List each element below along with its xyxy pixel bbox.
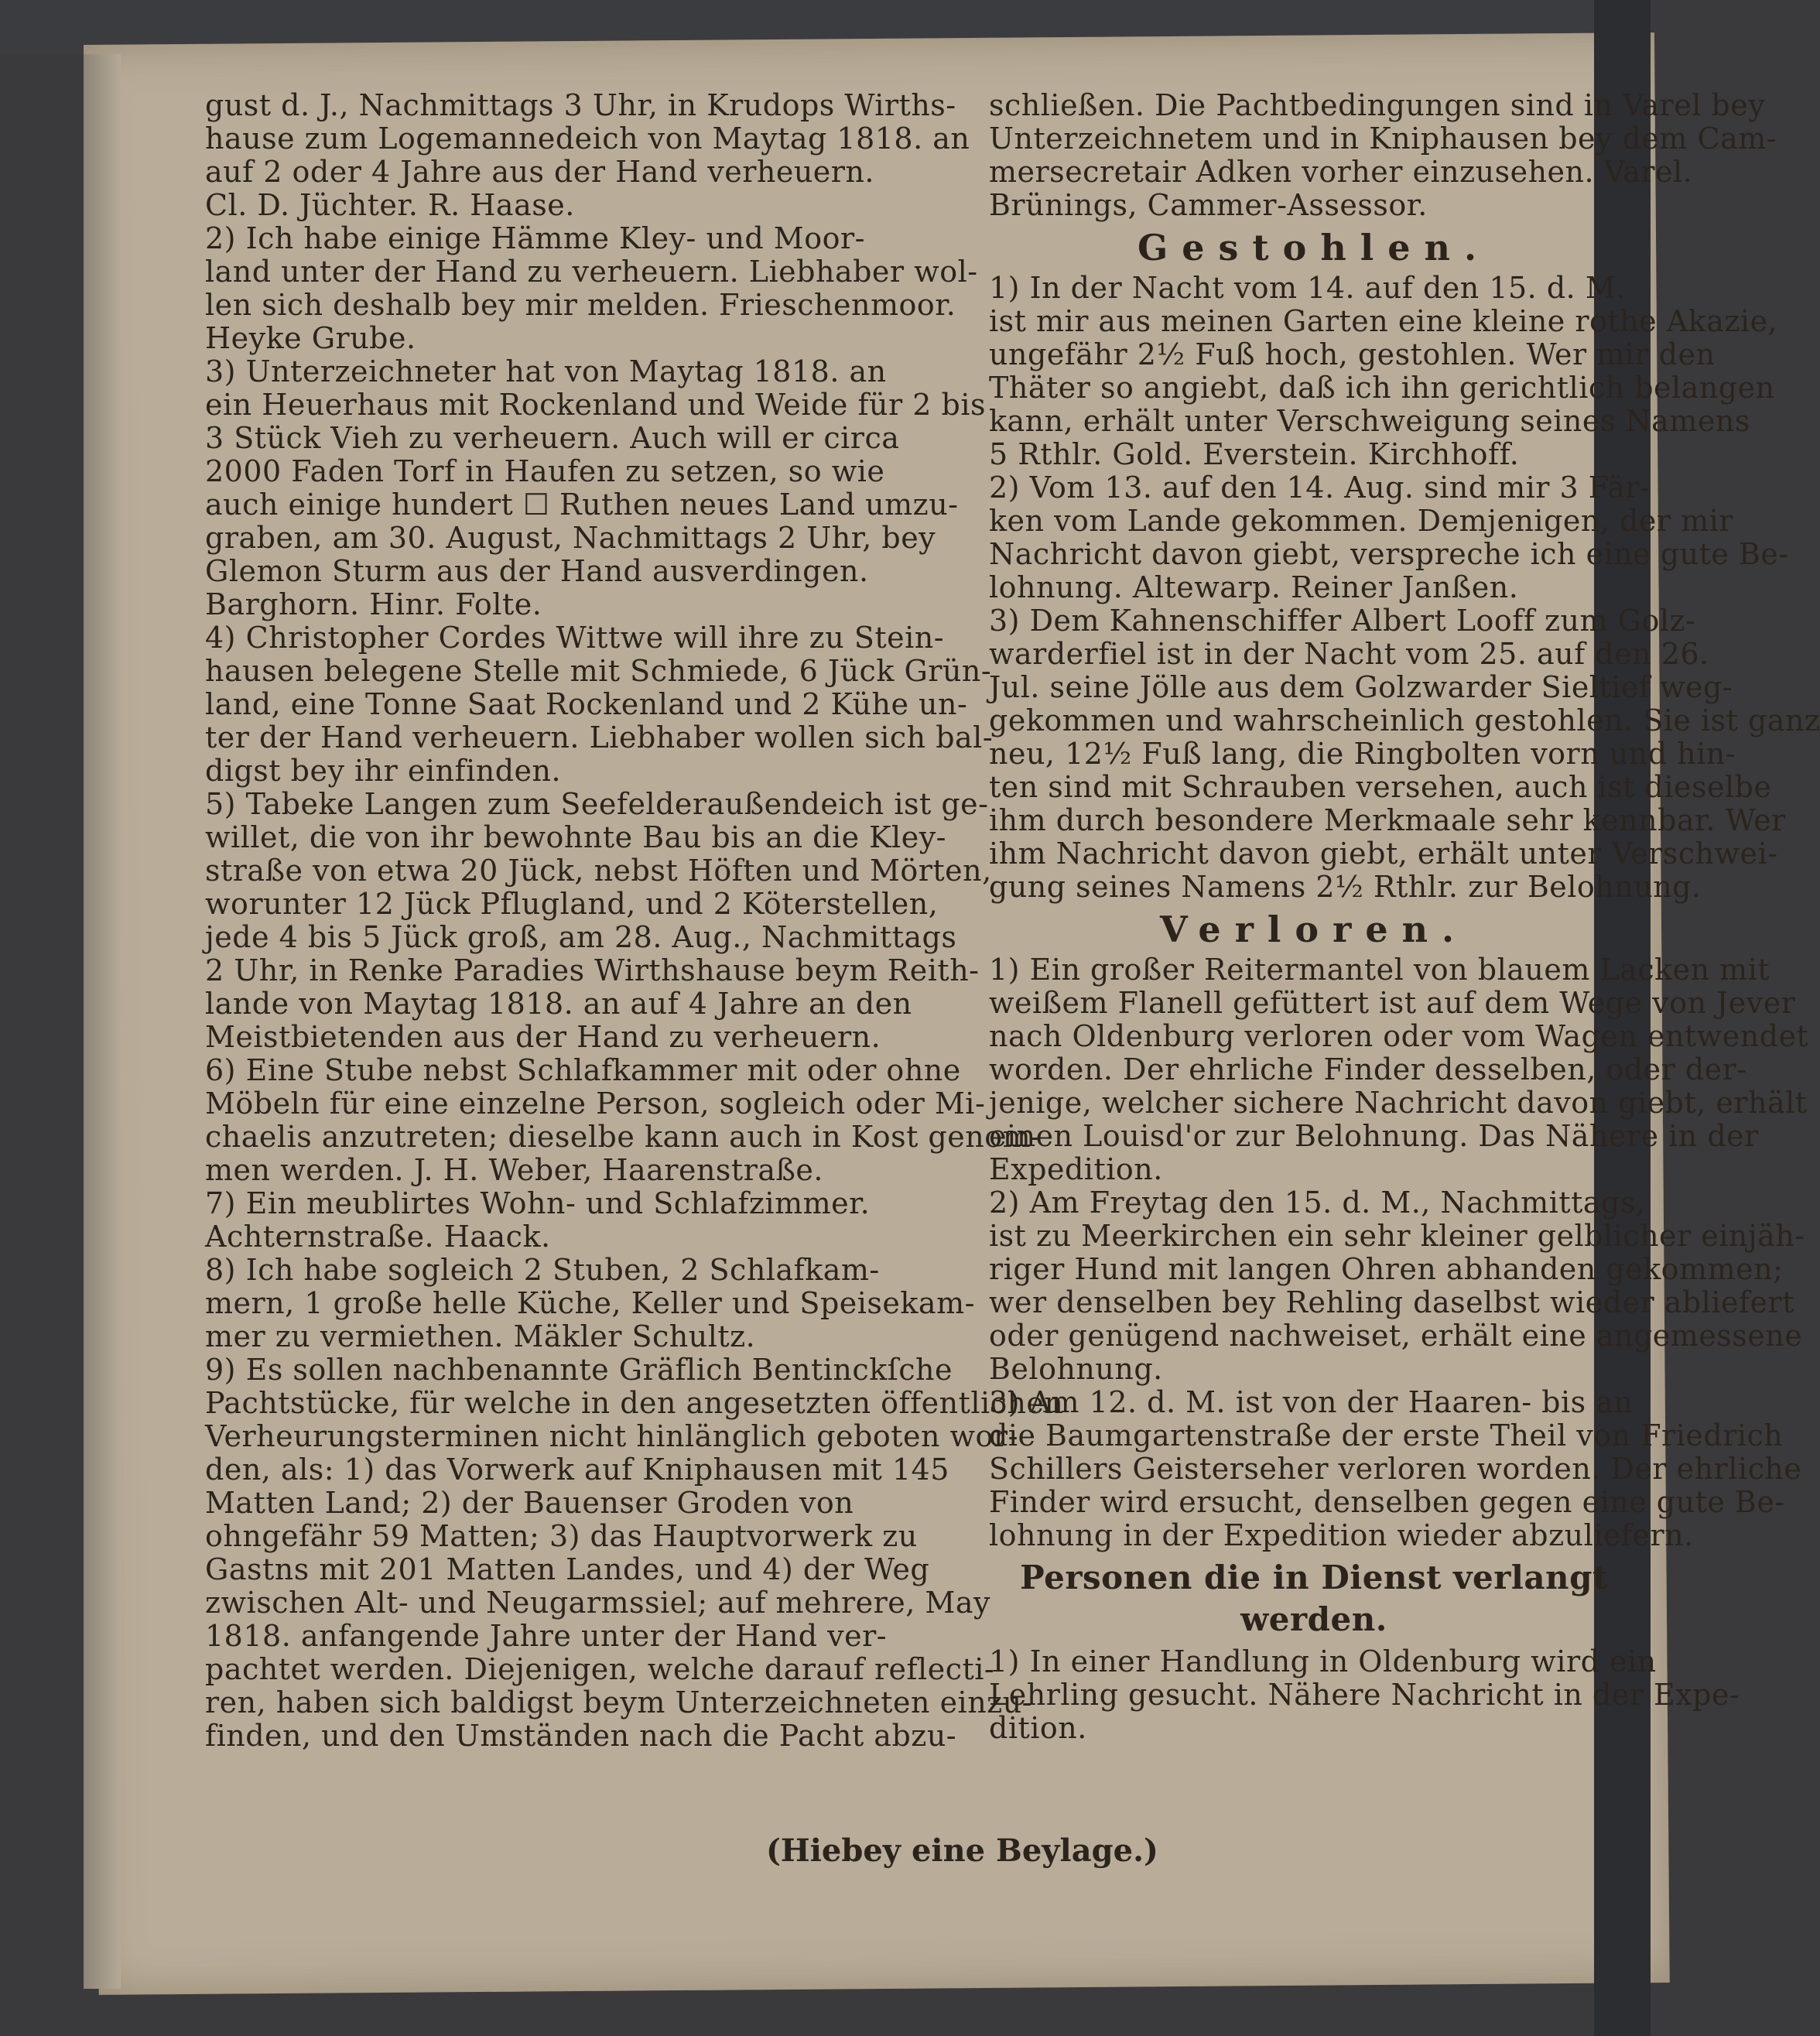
text-line: 8) Ich habe sogleich 2 Stuben, 2 Schlafkam- xyxy=(205,1253,880,1287)
text-line: Verheurungsterminen nicht hinlänglich geboten wor- xyxy=(205,1419,1018,1453)
text-line: Achternstraße. Haack. xyxy=(205,1220,551,1254)
text-line: Heyke Grube. xyxy=(205,321,416,355)
text-line: Nachricht davon giebt, verspreche ich eine gute Be- xyxy=(989,537,1789,571)
text-line: ohngefähr 59 Matten; 3) das Hauptvorwerk zu xyxy=(205,1519,918,1553)
text-line: einen Louisd'or zur Belohnung. Das Nähere in der xyxy=(989,1119,1759,1153)
text-line: finden, und den Umständen nach die Pacht abzu- xyxy=(205,1719,957,1753)
text-line: Barghorn. Hinr. Folte. xyxy=(205,587,542,621)
text-line: 3) Unterzeichneter hat von Maytag 1818. an xyxy=(205,354,887,388)
right-column xyxy=(989,88,1820,1745)
text-line: ren, haben sich baldigst beym Unterzeichneten einzu- xyxy=(205,1685,1033,1719)
text-line: lohnung in der Expedition wieder abzuliefern. xyxy=(989,1518,1694,1552)
text-line: 2) Vom 13. auf den 14. Aug. sind mir 3 Fär- xyxy=(989,471,1651,505)
text-line: Brünings, Cammer-Assessor. xyxy=(989,188,1428,222)
text-line: 3) Am 12. d. M. ist von der Haaren- bis an xyxy=(989,1385,1634,1419)
text-line: chaelis anzutreten; dieselbe kann auch in Kost genom- xyxy=(205,1120,1042,1154)
text-line: auf 2 oder 4 Jahre aus der Hand verheuern. xyxy=(205,155,875,189)
text-line: Jul. seine Jölle aus dem Golzwarder Sieltief weg- xyxy=(989,670,1733,704)
text-line: 2000 Faden Torf in Haufen zu setzen, so wie xyxy=(205,454,885,488)
text-line: ten sind mit Schrauben versehen, auch ist dieselbe xyxy=(989,770,1772,804)
text-line: mern, 1 große helle Küche, Keller und Speisekam- xyxy=(205,1286,975,1320)
text-line: warderfiel ist in der Nacht vom 25. auf den 26. xyxy=(989,637,1709,671)
text-line: Expedition. xyxy=(989,1152,1163,1186)
text-line: ter der Hand verheuern. Liebhaber wollen sich bal- xyxy=(205,720,994,755)
text-line: neu, 12½ Fuß lang, die Ringbolten vorn und hin- xyxy=(989,737,1736,771)
text-line: Finder wird ersucht, denselben gegen eine gute Be- xyxy=(989,1485,1785,1519)
text-line: straße von etwa 20 Jück, nebst Höften und Mörten, xyxy=(205,854,992,888)
text-line: jede 4 bis 5 Jück groß, am 28. Aug., Nachmittags xyxy=(205,920,957,954)
text-line: ihm Nachricht davon giebt, erhält unter Verschwei- xyxy=(989,837,1778,871)
text-line: Cl. D. Jüchter. R. Haase. xyxy=(205,188,575,222)
text-line: pachtet werden. Diejenigen, welche darauf reflecti- xyxy=(205,1652,995,1686)
text-line: nach Oldenburg verloren oder vom Wagen entwendet xyxy=(989,1019,1809,1053)
text-line: mersecretair Adken vorher einzusehen. Varel. xyxy=(989,155,1693,189)
text-line: 2) Ich habe einige Hämme Kley- und Moor- xyxy=(205,221,865,255)
text-line: ist mir aus meinen Garten eine kleine rothe Akazie, xyxy=(989,304,1778,338)
verloren-section xyxy=(989,953,1809,1552)
text-line: Meistbietenden aus der Hand zu verheuern. xyxy=(205,1020,881,1054)
text-line: ein Heuerhaus mit Rockenland und Weide für 2 bis xyxy=(205,388,986,422)
footer-note: (Hiebey eine Beylage.) xyxy=(766,1832,1158,1869)
text-line: dition. xyxy=(989,1711,1087,1745)
pacht-continuation xyxy=(989,88,1777,222)
text-line: 9) Es sollen nachbenannte Gräflich Bentinckſche xyxy=(205,1353,953,1387)
text-line: Glemon Sturm aus der Hand ausverdingen. xyxy=(205,554,869,588)
text-line: zwischen Alt- und Neugarmssiel; auf mehrere, May xyxy=(205,1586,990,1620)
text-line: 3 Stück Vieh zu verheuern. Auch will er circa xyxy=(205,421,900,455)
text-line: ist zu Meerkirchen ein sehr kleiner gelblicher einjäh- xyxy=(989,1219,1805,1253)
text-line: ihm durch besondere Merkmaale sehr kennbar. Wer xyxy=(989,803,1786,837)
section-heading-gestohlen: Gestohlen. xyxy=(1137,227,1491,269)
text-line: digst bey ihr einfinden. xyxy=(205,754,562,788)
text-line: gung seines Namens 2½ Rthlr. zur Belohnung. xyxy=(989,870,1702,904)
text-line: auch einige hundert ☐ Ruthen neues Land umzu- xyxy=(205,488,959,522)
text-line: 6) Eine Stube nebst Schlafkammer mit oder ohne xyxy=(205,1053,961,1087)
text-line: land, eine Tonne Saat Rockenland und 2 Kühe un- xyxy=(205,687,968,721)
text-line: willet, die von ihr bewohnte Bau bis an die Kley- xyxy=(205,820,947,854)
text-line: Belohnung. xyxy=(989,1352,1163,1386)
text-line: 5 Rthlr. Gold. Everstein. Kirchhoff. xyxy=(989,437,1520,471)
text-line: 1) Ein großer Reitermantel von blauem Lacken mit xyxy=(989,953,1770,987)
text-line: 1818. anfangende Jahre unter der Hand ver- xyxy=(205,1619,888,1653)
text-line: lohnung. Altewarp. Reiner Janßen. xyxy=(989,570,1519,604)
text-line: 4) Christopher Cordes Wittwe will ihre zu Stein- xyxy=(205,621,945,655)
text-line: men werden. J. H. Weber, Haarenstraße. xyxy=(205,1153,823,1187)
text-line: worunter 12 Jück Pflugland, und 2 Köterstellen, xyxy=(205,887,939,921)
text-line: den, als: 1) das Vorwerk auf Kniphausen mit 145 xyxy=(205,1453,949,1487)
text-line: die Baumgartenstraße der erste Theil von Friedrich xyxy=(989,1418,1784,1453)
text-line: hause zum Logemannedeich von Maytag 1818. an xyxy=(205,121,970,156)
text-line: wer denselben bey Rehling daselbst wieder abliefert xyxy=(989,1285,1794,1319)
text-line: Gastns mit 201 Matten Landes, und 4) der Weg xyxy=(205,1552,930,1586)
section-heading-dienst: Personen die in Dienst verlangt werden. xyxy=(1020,1559,1608,1638)
text-line: oder genügend nachweiset, erhält eine angemessene xyxy=(989,1319,1803,1353)
text-line: riger Hund mit langen Ohren abhanden gekommen; xyxy=(989,1252,1784,1286)
text-line: schließen. Die Pachtbedingungen sind in Varel bey xyxy=(989,88,1766,122)
text-line: ungefähr 2½ Fuß hoch, gestohlen. Wer mir den xyxy=(989,337,1716,371)
text-line: Thäter so angiebt, daß ich ihn gerichtlich belangen xyxy=(989,371,1775,405)
text-line: Pachtstücke, für welche in den angesetzten öffentlichen xyxy=(205,1386,1064,1420)
text-line: 7) Ein meublirtes Wohn- und Schlafzimmer. xyxy=(205,1186,871,1220)
page-edge xyxy=(84,54,121,1989)
text-line: gust d. J., Nachmittags 3 Uhr, in Krudops Wirths- xyxy=(205,88,956,122)
text-line: Möbeln für eine einzelne Person, sogleich oder Mi- xyxy=(205,1086,986,1121)
text-line: land unter der Hand zu verheuern. Liebhaber wol- xyxy=(205,255,978,289)
text-line: gekommen und wahrscheinlich gestohlen. Sie ist ganz xyxy=(989,703,1820,737)
text-line: 3) Dem Kahnenschiffer Albert Looff zum Golz- xyxy=(989,604,1696,638)
text-line: graben, am 30. August, Nachmittags 2 Uhr, bey xyxy=(205,521,936,555)
dienst-section xyxy=(989,1644,1740,1745)
text-line: len sich deshalb bey mir melden. Frieschenmoor. xyxy=(205,288,956,322)
text-line: hausen belegene Stelle mit Schmiede, 6 Jück Grün- xyxy=(205,654,992,688)
text-line: 1) In einer Handlung in Oldenburg wird ein xyxy=(989,1644,1657,1678)
section-heading-verloren: Verloren. xyxy=(1159,909,1469,950)
text-line: Matten Land; 2) der Bauenser Groden von xyxy=(205,1486,854,1520)
text-line: 2) Am Freytag den 15. d. M., Nachmittags, xyxy=(989,1186,1646,1220)
text-line: jenige, welcher sichere Nachricht davon giebt, erhält xyxy=(989,1086,1808,1120)
text-line: Lehrling gesucht. Nähere Nachricht in der Expe- xyxy=(989,1678,1740,1712)
text-line: kann, erhält unter Verschweigung seines Namens xyxy=(989,404,1750,438)
text-line: 1) In der Nacht vom 14. auf den 15. d. M. xyxy=(989,271,1626,305)
text-line: 5) Tabeke Langen zum Seefelderaußendeich ist ge- xyxy=(205,787,989,821)
text-line: worden. Der ehrliche Finder desselben, oder der- xyxy=(989,1052,1747,1086)
text-line: mer zu vermiethen. Mäkler Schultz. xyxy=(205,1319,756,1353)
text-line: weißem Flanell gefüttert ist auf dem Wege von Jever xyxy=(989,986,1796,1020)
gestohlen-section xyxy=(989,271,1820,904)
text-line: Unterzeichnetem und in Kniphausen bey dem Cam- xyxy=(989,121,1777,156)
text-line: 2 Uhr, in Renke Paradies Wirthshause beym Reith- xyxy=(205,953,980,987)
text-line: Schillers Geisterseher verloren worden. Der ehrliche xyxy=(989,1452,1802,1486)
text-line: ken vom Lande gekommen. Demjenigen, der mir xyxy=(989,504,1733,538)
text-line: lande von Maytag 1818. an auf 4 Jahre an den xyxy=(205,987,912,1021)
